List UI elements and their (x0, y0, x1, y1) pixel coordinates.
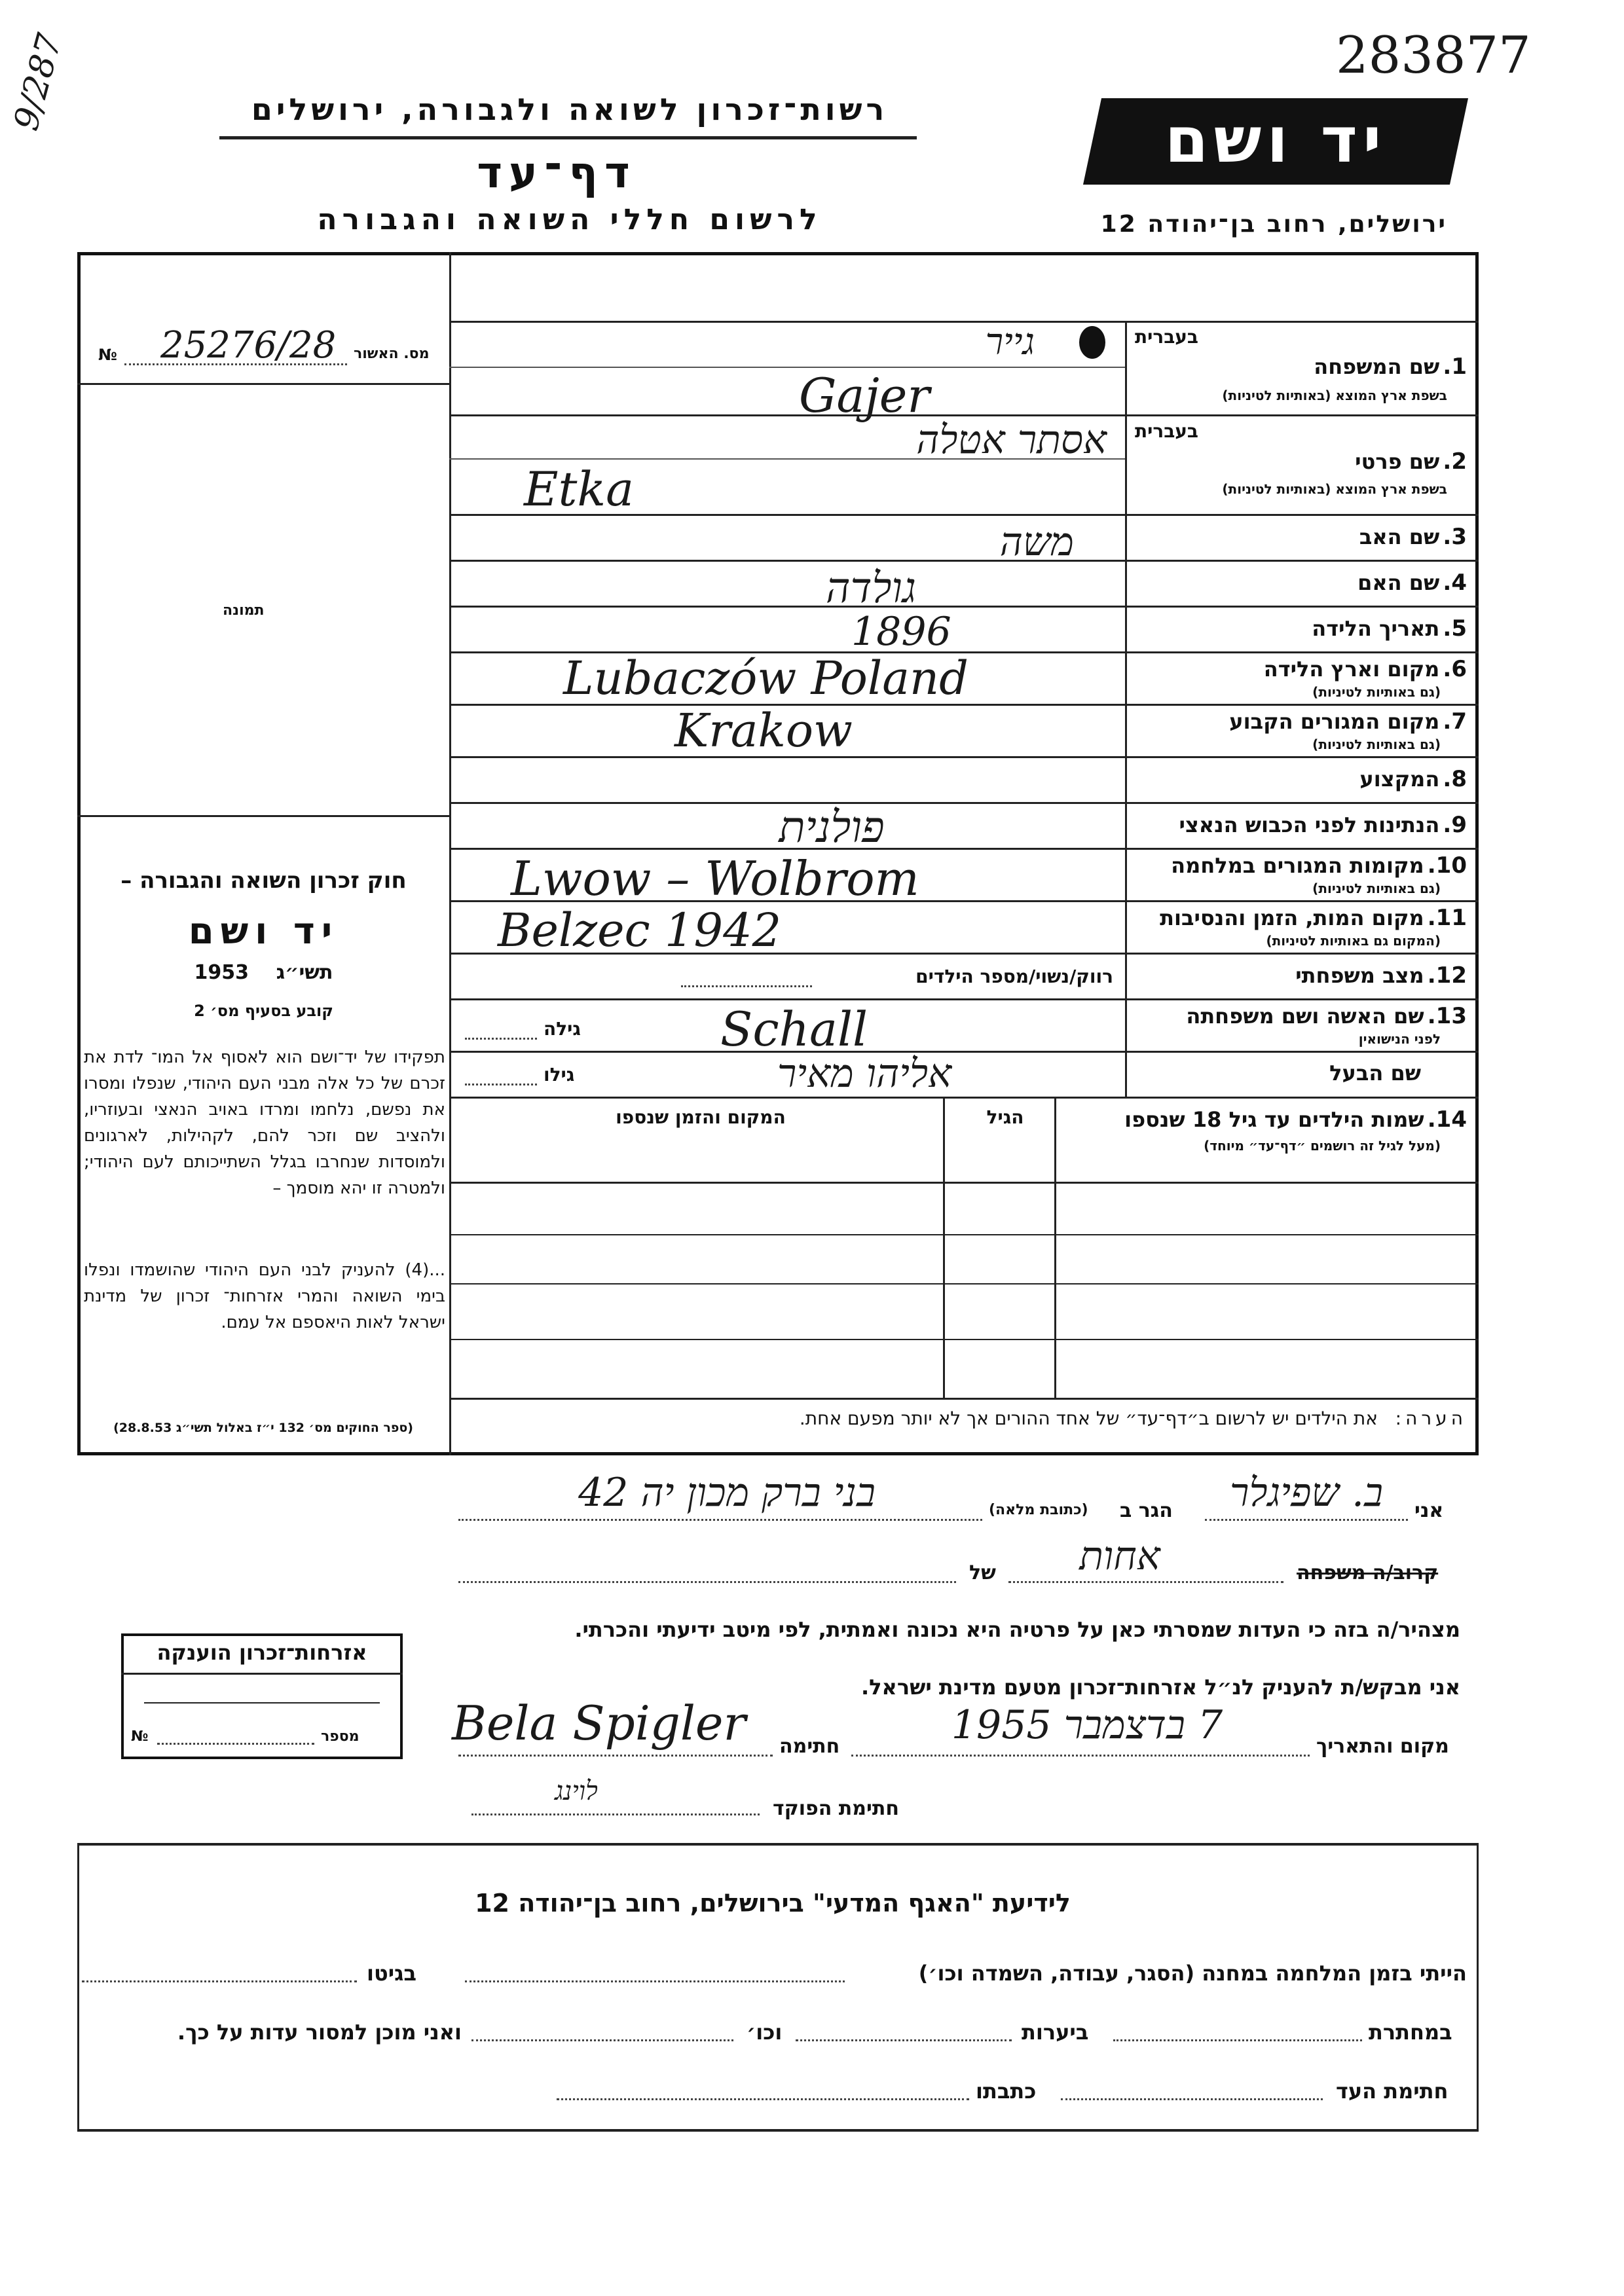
field-1-num: 1. (1443, 354, 1467, 380)
address-label: (כתובת מלאה) (989, 1502, 1088, 1518)
bottom-divider (77, 1843, 1479, 1846)
signature-value: Bela Spigler (452, 1696, 746, 1751)
signature-label: חתימה (779, 1735, 840, 1758)
field-10-num: 10. (1427, 852, 1467, 879)
note-row (458, 1408, 1467, 1429)
bottom-line1-fill (465, 1980, 845, 1982)
field-2-top: בעברית (1134, 420, 1198, 442)
field-6-num: 6. (1443, 656, 1467, 682)
children-bottom (449, 1398, 1479, 1400)
children-row-4 (449, 1339, 1479, 1340)
declaration-request: אני מבקש/ת להעניק לנ״ל אזרחות־זכרון מטעם מדינת ישראל. (861, 1675, 1460, 1700)
field-2-text: שם פרטי (1355, 449, 1440, 474)
field-2-value-hebrew: אסתר אטלה (916, 417, 1107, 463)
children-row-3 (449, 1283, 1479, 1285)
husband-age-line (465, 1084, 537, 1085)
children-sub: (מעל לגיל זה רושמים ״דף־עד״ מיוחד) (1204, 1138, 1441, 1154)
children-age-header: הגיל (986, 1106, 1024, 1128)
field-3-label (1133, 524, 1467, 550)
field-7-num: 7. (1443, 708, 1467, 735)
law-title: חוק זכרון השואה והגבורה – (120, 867, 407, 894)
field-11-label (1133, 905, 1467, 931)
field-13-num: 13. (1427, 1003, 1467, 1029)
relation-line (1008, 1581, 1283, 1583)
bottom-line2-c: וכו׳ (747, 2020, 783, 2045)
relation-value: אחות (1079, 1533, 1160, 1579)
field-9-value: פולנית (779, 802, 885, 852)
archive-number: 283877 (1336, 26, 1531, 85)
declarant-name: ב. שפיגלר (1229, 1470, 1384, 1516)
field-12-num: 12. (1427, 962, 1467, 989)
signature-line (458, 1755, 773, 1757)
bottom-line2-a: במחתרת (1369, 2020, 1452, 2045)
label-column-divider (1125, 321, 1127, 1097)
photo-bottom (77, 815, 451, 817)
row-line-1b (449, 414, 1479, 416)
of-line (458, 1581, 956, 1583)
note-label: הערה: (1395, 1408, 1467, 1429)
citizenship-title: אזרחות־זכרון הוענקה (157, 1640, 367, 1665)
bottom-line2-a-fill (1113, 2039, 1362, 2041)
field-7-sub: (גם באותיות לטיניות) (1312, 737, 1441, 752)
row-line-13b (449, 1097, 1479, 1099)
note-text: את הילדים יש לרשום ב״דף־עד״ של אחד ההורים אך לא יותר מפעם אחת. (799, 1408, 1378, 1429)
field-10-sub: (גם באותיות לטיניות) (1312, 881, 1441, 896)
law-year-number: 1953 (194, 961, 249, 984)
row-line-12 (449, 998, 1479, 1000)
field-1-text: שם המשפחה (1314, 354, 1440, 379)
resident-label: הגר ב (1120, 1499, 1173, 1522)
field-11-sub: (המקום גם באותיות לטיניות) (1266, 933, 1441, 949)
bottom-line1-end-fill (82, 1980, 357, 1982)
bottom-right-border (1477, 1843, 1479, 2131)
wife-age-label: גילה (544, 1018, 581, 1040)
law-year (85, 961, 442, 984)
logo-text: יד ושם (1164, 103, 1387, 177)
field-2-label (1133, 448, 1467, 475)
children-col-2 (943, 1097, 945, 1398)
field-5-num: 5. (1443, 615, 1467, 642)
field-13-text: שם האשה ושם משפחתה (1186, 1004, 1424, 1029)
field-6-value: Lubaczów Poland (563, 651, 969, 705)
place-date-label: מקום והתאריך (1316, 1735, 1449, 1758)
field-5-label (1133, 615, 1467, 642)
authority-name: רשות־זכרון לשואה ולגבורה, ירושלים (251, 92, 889, 127)
field-8-num: 8. (1443, 766, 1467, 792)
field-6-label (1133, 656, 1467, 682)
photo-label: תמונה (223, 602, 265, 619)
field-3-num: 3. (1443, 524, 1467, 550)
row-line-1 (449, 367, 1125, 368)
row-line-9 (449, 848, 1479, 850)
approval-value: 25276/28 (160, 324, 337, 367)
bottom-line3-b: כתבתו (976, 2079, 1037, 2104)
children-row-1 (449, 1182, 1479, 1184)
field-1-top: בעברית (1134, 326, 1198, 348)
corner-code: 9/287 (7, 29, 70, 135)
header-address: ירושלים, רחוב בן־יהודה 12 (1100, 211, 1447, 238)
bottom-line3-a: חתימת העד (1336, 2079, 1449, 2104)
children-col-1 (1054, 1097, 1056, 1398)
approval-bottom (77, 383, 451, 385)
bottom-border (77, 2129, 1479, 2132)
relative-label: קרוב/ה משפחה (1297, 1561, 1439, 1584)
official-value: לוינג (555, 1776, 598, 1806)
field-13-value: Schall (720, 1002, 868, 1057)
field-1-label (1133, 354, 1467, 380)
place-date-line (851, 1755, 1310, 1757)
field-6-sub: (גם באותיות לטיניות) (1312, 684, 1441, 700)
children-text: שמות הילדים עד גיל 18 שנספו (1124, 1107, 1424, 1132)
citizenship-no: № (131, 1728, 149, 1745)
official-label: חתימת הפוקד (773, 1797, 899, 1820)
field-5-value: 1896 (851, 609, 951, 655)
address-value: בני ברק מכון יה 42 (578, 1470, 876, 1516)
law-clause: קובע בסעיף מס׳ 2 (194, 1002, 333, 1020)
ink-dot (1079, 326, 1105, 359)
field-2-sub: בשפת ארץ המוצא (באותיות לטיניות) (1222, 481, 1447, 497)
of-label: של (969, 1561, 996, 1584)
citizenship-no-label: מספר (321, 1728, 360, 1745)
children-row-2 (449, 1234, 1479, 1235)
husband-age-label: גילו (544, 1064, 575, 1085)
field-8-label (1133, 766, 1467, 792)
law-year-hebrew: תשי״ג (276, 961, 333, 984)
children-label (1074, 1106, 1467, 1133)
bottom-title: לידיעת "האגף המדעי" בירושלים, רחוב בן־יהודה 12 (475, 1889, 1071, 1918)
field-1-value: Gajer (799, 368, 930, 423)
wife-age-line (465, 1038, 537, 1040)
field-9-label (1133, 812, 1467, 838)
field-6-text: מקום וארץ הלידה (1263, 657, 1440, 682)
husband-label: שם הבעל (1329, 1061, 1421, 1085)
form-title: דף־עד (477, 147, 637, 198)
row-line-8 (449, 802, 1479, 804)
children-place-header: המקום והזמן שנספו (616, 1106, 786, 1128)
field-11-num: 11. (1427, 905, 1467, 931)
field-4-text: שם האם (1357, 570, 1440, 595)
field-1-sub: בשפת ארץ המוצא (באותיות לטיניות) (1222, 388, 1447, 403)
field-4-value: גולדה (826, 564, 916, 613)
field-9-num: 9. (1443, 812, 1467, 838)
field-12-text: מצב משפחתי (1295, 963, 1424, 988)
field-13-sub: לפני הנישואין (1358, 1031, 1441, 1047)
bottom-line2-b-fill (796, 2039, 1012, 2041)
field-7-label (1133, 708, 1467, 735)
family-status-line (681, 985, 812, 987)
bottom-line3-a-fill (1061, 2098, 1323, 2100)
law-body-1: תפקידו של יד־ושם הוא לאסוף אל המו־ לדת את זכרם של כל אלה מבני העם היהודי, שנפלו ומסרו את נפשם, נלחמו ומרדו באויב הנאצי ובעוזריו, ולהציב שם וזכר להם, לקהילות, לארגונים ולמוסדות שנחרבו בגלל השתייכותם לעם היהודי; ולמטרה זו יהא מוסמך – (84, 1048, 445, 1198)
family-status-options: רווק/נשוי/מספר הילדים (915, 966, 1113, 987)
field-11-text: מקום המות, הזמן והנסיבות (1160, 905, 1424, 930)
field-7-text: מקום המגורים הקבוע (1229, 709, 1440, 734)
husband-value: אליהו מאיר (777, 1051, 952, 1097)
field-3-text: שם האב (1359, 524, 1440, 549)
field-13-label (1133, 1003, 1467, 1029)
bottom-left-border (77, 1843, 79, 2131)
children-num: 14. (1427, 1106, 1467, 1133)
address-line (458, 1519, 982, 1521)
authority-underline (219, 136, 917, 139)
bottom-line1: הייתי בזמן המלחמה במחנה (הסגר, עבודה, השמדה וכו׳) (918, 1961, 1467, 1986)
bottom-line1-end: בגיטו (367, 1961, 416, 1986)
name-line (1205, 1519, 1408, 1521)
bottom-line2-c-fill (471, 2039, 733, 2041)
left-column-divider (449, 252, 451, 1455)
field-4-num: 4. (1443, 570, 1467, 596)
form-subtitle: לרשום חללי השואה והגבורה (317, 203, 822, 236)
law-name: יד ושם (188, 910, 339, 953)
field-9-text: הנתינות לפני הכבוש הנאצי (1179, 812, 1440, 837)
field-7-value: Krakow (674, 704, 853, 757)
law-footer: (ספר החוקים מס׳ 132 י״ז באלול תשי״ג 28.8.53) (113, 1421, 413, 1435)
approval-label: מס. האשור (354, 346, 430, 362)
declaration-ani: אני (1414, 1499, 1444, 1522)
field-8-text: המקצוע (1359, 767, 1440, 792)
field-10-value: Lwow – Wolbrom (511, 851, 919, 906)
row-line-7 (449, 756, 1479, 758)
citizenship-line-1 (121, 1673, 403, 1675)
approval-no: № (98, 346, 117, 364)
official-line (471, 1813, 760, 1815)
law-body-2: ...(4) להעניק לבני העם היהודי שהושמדו ונפלו בימי השואה והמרי אזרחות־ זכרון של מדינת ישראל לאות היאספם אל עמם. (84, 1260, 445, 1332)
field-12-label (1133, 962, 1467, 989)
field-10-text: מקומות המגורים במלחמה (1171, 853, 1424, 878)
field-3-value: משה (999, 519, 1074, 565)
field-5-text: תאריך הלידה (1312, 616, 1440, 641)
bottom-line3-b-fill (557, 2098, 969, 2100)
field-2-value: Etka (524, 462, 635, 517)
field-4-label (1133, 570, 1467, 596)
field-1-value-hebrew: גייר (985, 321, 1035, 363)
field-2-num: 2. (1443, 448, 1467, 475)
declaration-statement: מצהיר/ה בזה כי העדות שמסרתי כאן על פרטיה היא נכונה ואמתית, לפי מיטב ידיעתי והכרתי. (574, 1617, 1460, 1642)
citizenship-no-line (157, 1743, 314, 1745)
bottom-line2-b: ביערות (1022, 2020, 1089, 2045)
field-11-value: Belzec 1942 (498, 903, 782, 957)
bottom-line2-d: ואני מוכן למסור עדות על כך. (177, 2020, 462, 2045)
citizenship-line-2 (144, 1702, 380, 1704)
field-10-label (1133, 852, 1467, 879)
date-value: 7 בדצמבר 1955 (951, 1702, 1223, 1748)
